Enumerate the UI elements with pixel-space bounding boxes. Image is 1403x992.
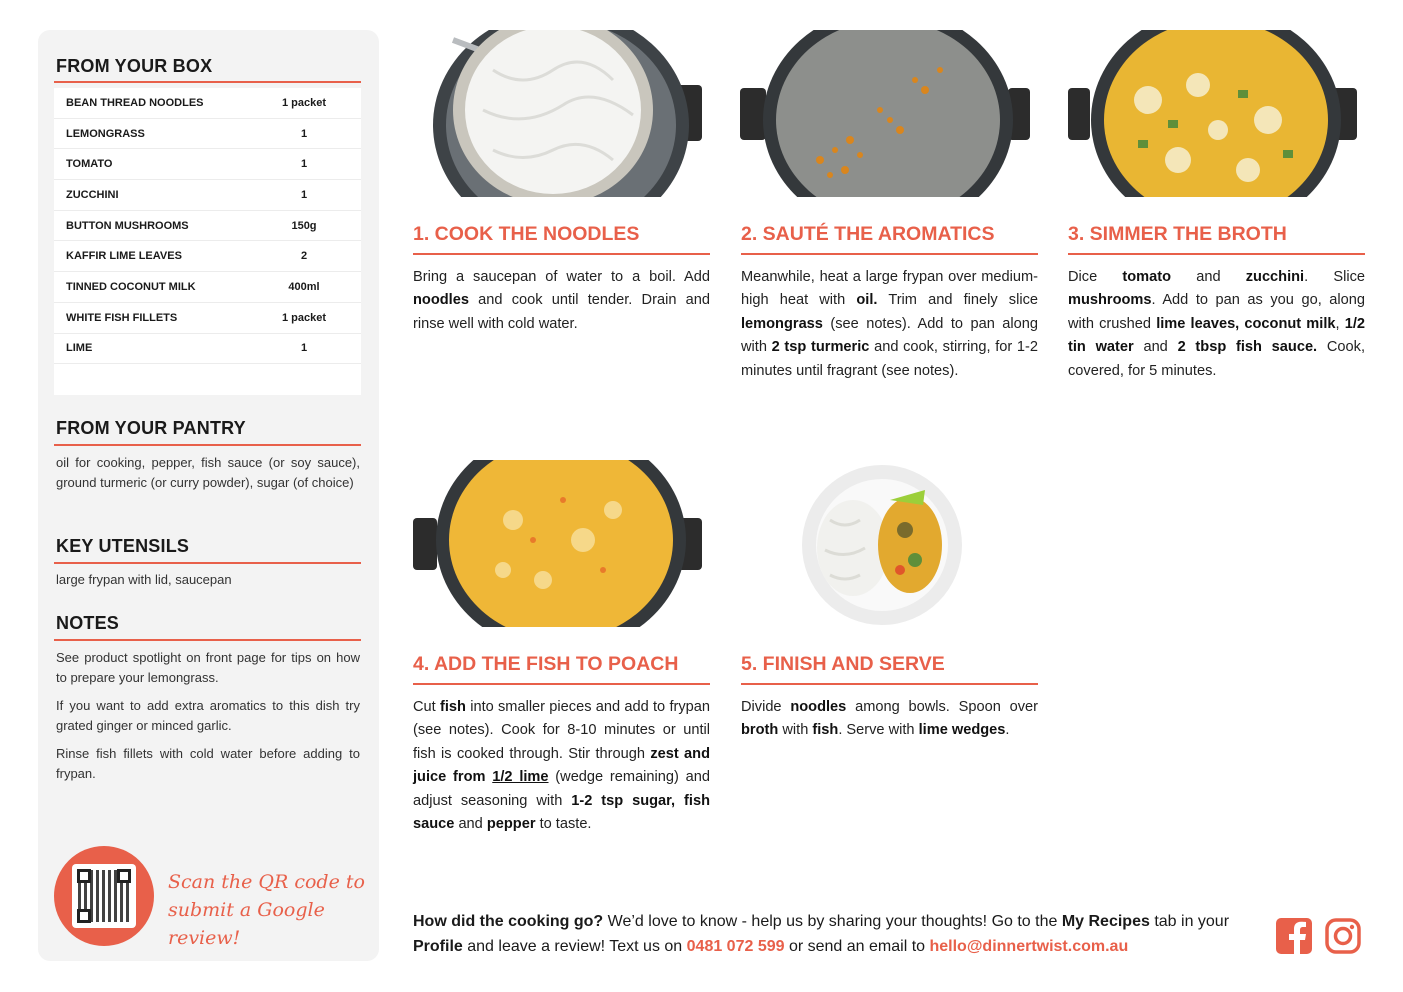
- ingredient-qty: 1: [300, 127, 308, 140]
- profile-link[interactable]: Profile: [413, 938, 463, 955]
- step-emphasis: pepper: [486, 816, 536, 833]
- email-link[interactable]: hello@dinnertwist.com.au: [929, 938, 1129, 955]
- step-text: and cook until tender. Drain and rinse well with cold water.: [413, 292, 710, 332]
- utensils-title: KEY UTENSILS: [56, 536, 190, 556]
- step-text: Trim and finely slice: [877, 292, 1038, 309]
- step-emphasis: fish: [812, 722, 839, 739]
- note-1: See product spotlight on front page for tips on how to prepare your lemongrass.: [56, 650, 360, 685]
- ingredient-name: ZUCCHINI: [66, 188, 119, 201]
- step-2-photo: [740, 30, 1037, 197]
- step-text: and cook, stirring, for 1-2 minutes until fragrant (see notes).: [741, 339, 1038, 379]
- utensils-text: large frypan with lid, saucepan: [56, 572, 232, 587]
- notes-title-rule: [54, 639, 361, 641]
- step-text: among bowls. Spoon over: [846, 699, 1039, 715]
- step-emphasis: lime leaves, coconut milk: [1156, 315, 1336, 332]
- step-text: and: [1133, 339, 1178, 356]
- footer-text-3: and leave a review! Text us on: [462, 938, 687, 955]
- step-text: .: [1005, 722, 1010, 739]
- ingredient-name: LIME: [66, 342, 93, 355]
- ingredient-row: [54, 211, 361, 242]
- step-text: with: [778, 722, 813, 739]
- note-2: If you want to add extra aromatics to this dish try grated ginger or minced garlic.: [56, 698, 360, 733]
- phone-link[interactable]: 0481 072 599: [686, 938, 785, 955]
- step-text: and: [1171, 269, 1246, 285]
- footer-text-4: or send an email to: [784, 938, 930, 955]
- step-emphasis: 2 tbsp fish sauce.: [1177, 339, 1318, 356]
- ingredient-qty: 150g: [291, 219, 317, 232]
- step-emphasis: oil.: [856, 292, 878, 309]
- footer-message: [413, 909, 1263, 959]
- pantry-text: oil for cooking, pepper, fish sauce (or soy sauce), ground turmeric (or curry powder), sugar (of choice): [56, 455, 360, 490]
- step-text: . Add to pan as you go, along with crushed: [1068, 292, 1365, 332]
- utensils-title-rule: [54, 562, 361, 564]
- step-1-photo: [413, 30, 710, 197]
- step-1-body: [413, 266, 710, 336]
- step-emphasis: mushrooms: [1068, 292, 1152, 309]
- step-text: and: [454, 816, 487, 833]
- ingredient-name: TINNED COCONUT MILK: [66, 280, 196, 293]
- step-emphasis: tomato: [1122, 269, 1172, 285]
- step-emphasis: noodles: [413, 292, 469, 309]
- ingredient-qty: 1: [300, 342, 308, 355]
- step-5-photo: [795, 460, 970, 630]
- step-4-title: 4. ADD THE FISH TO POACH: [413, 653, 679, 675]
- step-4-rule: [413, 683, 710, 685]
- qr-badge[interactable]: [54, 846, 154, 946]
- ingredient-row: [54, 149, 361, 180]
- step-3-rule: [1068, 253, 1365, 255]
- step-emphasis: lime wedges: [918, 722, 1006, 739]
- step-text: Cut: [413, 699, 440, 715]
- ingredient-row: [54, 241, 361, 272]
- step-emphasis: zest and juice from: [413, 745, 711, 786]
- ingredients-table: [54, 88, 361, 395]
- ingredient-qty: 1: [300, 188, 308, 201]
- qr-caption-line-2: submit a Google review!: [168, 899, 325, 949]
- step-4-photo: [413, 460, 710, 627]
- step-2-rule: [741, 253, 1038, 255]
- ingredient-name: BEAN THREAD NOODLES: [66, 96, 204, 109]
- step-text: . Slice: [1304, 269, 1365, 285]
- ingredient-row: [54, 180, 361, 211]
- step-emphasis: lemongrass: [741, 315, 823, 332]
- step-emphasis: zucchini: [1245, 269, 1305, 285]
- step-text: (wedge remaining) and adjust seasoning with: [413, 769, 710, 809]
- note-3: Rinse fish fillets with cold water before adding to frypan.: [56, 746, 360, 781]
- notes-title: NOTES: [56, 613, 120, 633]
- step-1-rule: [413, 253, 710, 255]
- footer-text-1: We’d love to know - help us by sharing your thoughts! Go to the: [603, 913, 1062, 930]
- step-emphasis: 2 tsp turmeric: [771, 339, 870, 356]
- step-1-title: 1. COOK THE NOODLES: [413, 223, 640, 245]
- sidebar-panel: [38, 30, 379, 961]
- step-3-title: 3. SIMMER THE BROTH: [1068, 223, 1287, 245]
- step-emphasis: fish: [439, 699, 466, 715]
- ingredient-name: LEMONGRASS: [66, 127, 145, 140]
- ingredient-row: [54, 303, 361, 334]
- instagram-icon[interactable]: [1325, 918, 1361, 954]
- box-title-rule: [54, 81, 361, 83]
- ingredient-row: [54, 119, 361, 150]
- step-text: . Serve with: [838, 722, 919, 739]
- step-5-body: [741, 696, 1038, 743]
- ingredient-qty: 1 packet: [281, 96, 327, 109]
- step-text: ,: [1335, 315, 1345, 332]
- step-3-body: [1068, 266, 1365, 383]
- ingredient-row: [54, 272, 361, 303]
- step-text: Divide: [741, 699, 791, 715]
- step-5-title: 5. FINISH AND SERVE: [741, 653, 945, 675]
- ingredient-qty: 2: [300, 250, 308, 263]
- footer-text-2: tab in your: [1149, 913, 1230, 930]
- qr-caption: [168, 868, 368, 952]
- pantry-title: FROM YOUR PANTRY: [56, 418, 246, 438]
- ingredient-row: [54, 88, 361, 119]
- box-title: FROM YOUR BOX: [56, 56, 213, 76]
- ingredient-name: TOMATO: [66, 158, 113, 171]
- step-text: into smaller pieces and add to frypan (see notes). Cook for 8-10 minutes or until fish is cooked through. Stir through: [413, 699, 710, 762]
- ingredient-row: [54, 334, 361, 365]
- step-text: Cook, covered, for 5 minutes.: [1068, 339, 1365, 379]
- step-2-body: [741, 266, 1038, 383]
- facebook-icon[interactable]: [1276, 918, 1312, 954]
- step-emphasis: broth: [741, 722, 779, 739]
- qr-code[interactable]: [72, 864, 136, 928]
- step-text: Bring a saucepan of water to a boil. Add: [413, 269, 710, 285]
- ingredient-qty: 1: [300, 158, 308, 171]
- step-emphasis: noodles: [790, 699, 847, 715]
- ingredient-name: BUTTON MUSHROOMS: [66, 219, 189, 232]
- step-4-body: [413, 696, 710, 836]
- pantry-title-rule: [54, 444, 361, 446]
- ingredient-name: KAFFIR LIME LEAVES: [66, 250, 182, 263]
- step-emphasis: 1-2 tsp sugar, fish sauce: [413, 792, 710, 833]
- step-emphasis: 1/2 lime: [492, 769, 549, 786]
- qr-caption-line-1: Scan the QR code to: [168, 871, 365, 893]
- step-text: Meanwhile, heat a large frypan over medium-high heat with: [741, 269, 1038, 309]
- ingredient-qty: 1 packet: [281, 311, 327, 324]
- step-emphasis: 1/2 tin water: [1068, 315, 1366, 356]
- my-recipes-link[interactable]: My Recipes: [1061, 913, 1150, 930]
- footer-question: How did the cooking go?: [413, 913, 604, 930]
- step-text: (see notes). Add to pan along with: [741, 315, 1038, 356]
- step-3-photo: [1068, 30, 1365, 197]
- step-text: to taste.: [535, 816, 592, 833]
- ingredient-qty: 400ml: [288, 280, 320, 293]
- step-5-rule: [741, 683, 1038, 685]
- step-text: Dice: [1068, 269, 1123, 285]
- step-2-title: 2. SAUTÉ THE AROMATICS: [741, 223, 995, 245]
- ingredient-name: WHITE FISH FILLETS: [66, 311, 178, 324]
